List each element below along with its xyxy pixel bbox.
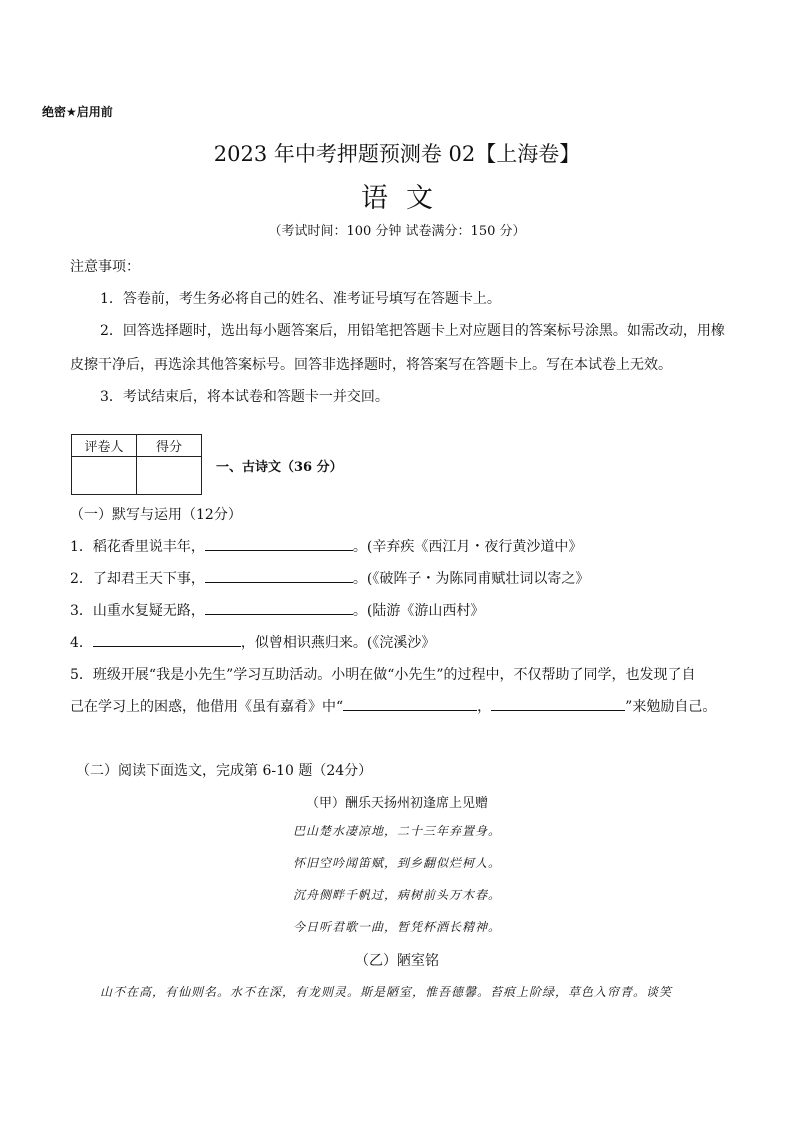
poem-title: （甲）酬乐天扬州初逢席上见赠 [305,796,488,811]
score-header: 得分 [137,435,202,457]
confidential-mark: 绝密★启用前 [42,105,113,119]
inscription-text: 山不在高，有仙则名。水不在深，有龙则灵。斯是陋室，惟吾德馨。苔痕上阶绿，草色入帘青。谈笑 [100,985,673,999]
note-item-3: 3．考试结束后，将本试卷和答题卡一并交回。 [100,389,389,405]
q5-comma: ， [477,699,492,715]
q4-answer-blank[interactable] [93,632,241,647]
exam-title: 2023 年中考押题预测卷 02【上海卷】 [213,142,581,166]
note-item-2: 2．回答选择题时，选出每小题答案后，用铅笔把答题卡上对应题目的答案标号涂黑。如需改动，用橡 [100,323,725,339]
q1-answer-blank[interactable] [205,536,353,551]
q5-answer-blank-1[interactable] [343,696,477,711]
question-5: 5．班级开展“我是小先生”学习互助活动。小明在做“小先生”的过程中，不仅帮助了同学，也发现了自 [70,667,696,683]
grader-header: 评卷人 [72,435,137,457]
notes-label: 注意事项： [70,259,140,275]
q4-suffix: ，似曾相识燕归来。(《浣溪沙》 [240,635,436,651]
q2-suffix: 。(《破阵子・为陈同甫赋壮词以寄之》 [352,571,590,587]
poem-line: 今日听君歌一曲，暂凭杯酒长精神。 [292,920,501,934]
exam-time-info: （考试时间：100 分钟 试卷满分：150 分） [268,224,526,239]
poem-line: 怀旧空吟闻笛赋，到乡翻似烂柯人。 [292,856,501,870]
poem-line: 沉舟侧畔千帆过，病树前头万木春。 [292,888,501,902]
q1-prefix: 1．稻花香里说丰年， [70,539,205,555]
q4-prefix: 4． [70,635,93,651]
inscription-title: （乙）陋室铭 [355,953,439,969]
q3-suffix: 。(陆游《游山西村》 [352,603,485,619]
question-4 [70,632,435,652]
grader-cell[interactable] [72,457,137,495]
score-cell[interactable] [137,457,202,495]
section-title-classical: 一、古诗文（36 分） [216,460,343,475]
question-5-continued [70,696,716,716]
q2-prefix: 2．了却君王天下事， [70,571,205,587]
q5-prefix: 己在学习上的困惑，他借用《虽有嘉肴》中“ [70,699,344,715]
question-2 [70,568,589,588]
q2-answer-blank[interactable] [205,568,353,583]
part-title-reading: （二）阅读下面选文，完成第 6-10 题（24分） [76,763,373,779]
poem-line: 巴山楚水凄凉地，二十三年弃置身。 [292,824,501,838]
q3-answer-blank[interactable] [205,600,353,615]
q1-suffix: 。(辛弃疾《西江月・夜行黄沙道中》 [352,539,583,555]
q3-prefix: 3．山重水复疑无路， [70,603,205,619]
question-1 [70,536,582,556]
subject-title: 语文 [361,183,451,214]
q5-suffix: ”来勉励自己。 [625,699,717,715]
part-title-dictation: （一）默写与运用（12分） [70,507,242,523]
q5-answer-blank-2[interactable] [491,696,625,711]
grader-table [71,434,202,495]
note-item-2-continued: 皮擦干净后，再选涂其他答案标号。回答非选择题时，将答案写在答题卡上。写在本试卷上无效。 [70,357,672,373]
question-3 [70,600,484,620]
note-item-1: 1．答卷前，考生务必将自己的姓名、准考证号填写在答题卡上。 [100,291,501,307]
